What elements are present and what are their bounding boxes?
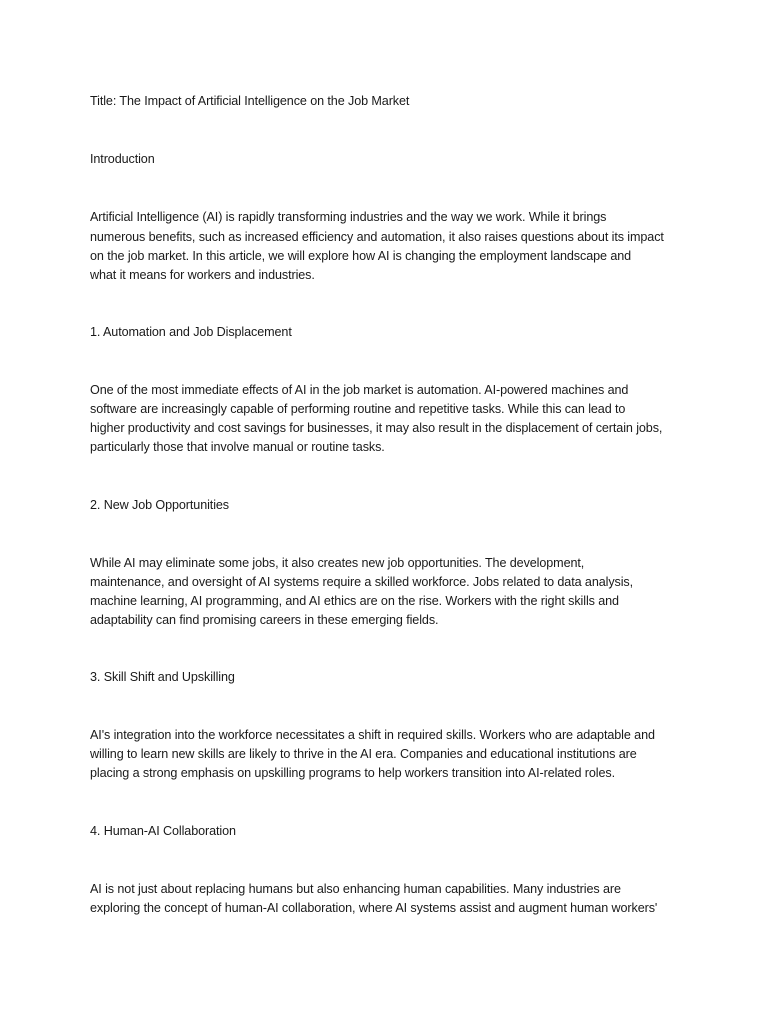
paragraph-line: higher productivity and cost savings for businesses, it may also result in the displacement of certain jobs, bbox=[90, 421, 663, 435]
paragraph-line: on the job market. In this article, we will explore how AI is changing the employment landscape and bbox=[90, 249, 632, 263]
paragraph-line: software are increasingly capable of performing routine and repetitive tasks. While this can lead to bbox=[90, 402, 626, 416]
paragraph-line: machine learning, AI programming, and AI ethics are on the rise. Workers with the right skills and bbox=[90, 594, 619, 608]
section-heading-collaboration: 4. Human-AI Collaboration bbox=[90, 824, 236, 838]
paragraph-line: AI's integration into the workforce necessitates a shift in required skills. Workers who are adaptable and bbox=[90, 728, 655, 742]
paragraph-line: While AI may eliminate some jobs, it also creates new job opportunities. The development, bbox=[90, 556, 585, 570]
intro-heading: Introduction bbox=[90, 152, 155, 166]
section-heading-automation: 1. Automation and Job Displacement bbox=[90, 325, 292, 339]
paragraph-line: Artificial Intelligence (AI) is rapidly transforming industries and the way we work. While it brings bbox=[90, 210, 607, 224]
paragraph-line: placing a strong emphasis on upskilling programs to help workers transition into AI-related roles. bbox=[90, 766, 616, 780]
section-heading-new-jobs: 2. New Job Opportunities bbox=[90, 498, 230, 512]
paragraph-line: willing to learn new skills are likely to thrive in the AI era. Companies and educational institutions are bbox=[90, 747, 637, 761]
paragraph-line: adaptability can find promising careers in these emerging fields. bbox=[90, 613, 439, 627]
section-heading-upskilling: 3. Skill Shift and Upskilling bbox=[90, 670, 235, 684]
paragraph-line: exploring the concept of human-AI collaboration, where AI systems assist and augment human workers' bbox=[90, 901, 658, 915]
paragraph-line: what it means for workers and industries. bbox=[90, 268, 315, 282]
paragraph-line: AI is not just about replacing humans but also enhancing human capabilities. Many industries are bbox=[90, 882, 621, 896]
paragraph-line: One of the most immediate effects of AI in the job market is automation. AI-powered machines and bbox=[90, 383, 629, 397]
paragraph-line: particularly those that involve manual or routine tasks. bbox=[90, 440, 385, 454]
paragraph-line: numerous benefits, such as increased efficiency and automation, it also raises questions about its impact bbox=[90, 230, 664, 244]
paragraph-line: maintenance, and oversight of AI systems require a skilled workforce. Jobs related to data analysis, bbox=[90, 575, 634, 589]
document-title: Title: The Impact of Artificial Intelligence on the Job Market bbox=[90, 94, 410, 108]
